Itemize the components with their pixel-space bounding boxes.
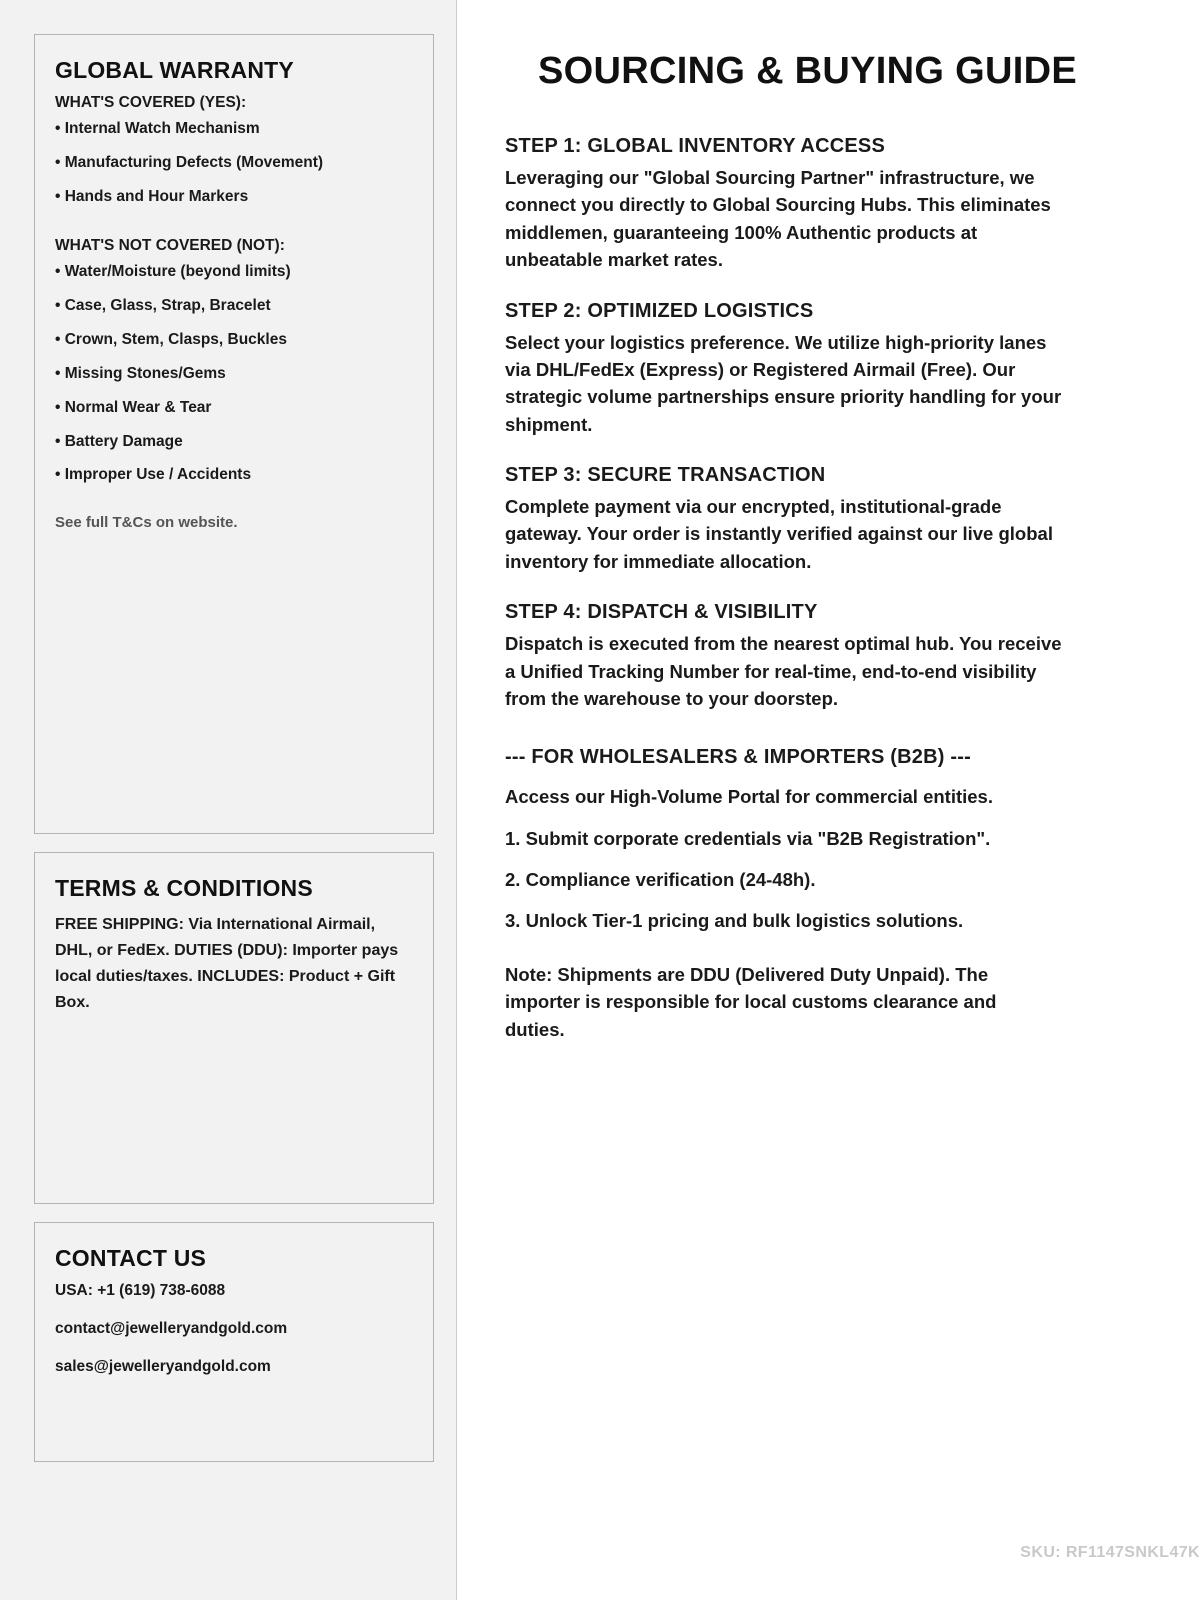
guide-step-heading: STEP 4: DISPATCH & VISIBILITY: [505, 601, 818, 624]
warranty-not-covered-item: • Water/Moisture (beyond limits): [55, 263, 291, 281]
warranty-covered-item: • Hands and Hour Markers: [55, 187, 249, 205]
guide-content: [457, 0, 1200, 1600]
guide-step-heading: STEP 2: OPTIMIZED LOGISTICS: [505, 299, 814, 322]
page-title: SOURCING & BUYING GUIDE: [538, 50, 1077, 92]
guide-step-body: Select your logistics preference. We utilize high-priority lanes via DHL/FedEx (Express) or Registered Airmail (Free). Our strategic volume partnerships ensure priority handling for your shipment.: [505, 331, 1062, 435]
b2b-note: Note: Shipments are DDU (Delivered Duty Unpaid). The importer is responsible for local customs clearance and duties.: [505, 963, 997, 1040]
warranty-covered-heading: WHAT'S COVERED (YES):: [55, 94, 247, 111]
guide-step: [505, 135, 1110, 274]
warranty-not-covered-heading: WHAT'S NOT COVERED (NOT):: [55, 237, 285, 255]
warranty-not-covered-item: • Case, Glass, Strap, Bracelet: [55, 297, 271, 315]
guide-step-body: Complete payment via our encrypted, institutional-grade gateway. Your order is instantly verified against our live global inventory for immediate allocation.: [505, 496, 1053, 572]
left-sidebar: [0, 0, 457, 1600]
warranty-not-covered-item: • Improper Use / Accidents: [55, 466, 252, 484]
warranty-not-covered-item: • Normal Wear & Tear: [55, 398, 212, 416]
guide-step-body: Dispatch is executed from the nearest optimal hub. You receive a Unified Tracking Number for real-time, end-to-end visibility from the warehouse to your doorstep.: [505, 633, 1062, 709]
guide-step: [505, 601, 1110, 712]
b2b-line: 1. Submit corporate credentials via "B2B Registration".: [505, 827, 991, 849]
warranty-title: GLOBAL WARRANTY: [55, 57, 294, 83]
contact-panel: [34, 1222, 434, 1462]
contact-phone[interactable]: USA: +1 (619) 738-6088: [55, 1282, 226, 1299]
warranty-not-covered-item: • Battery Damage: [55, 432, 183, 450]
warranty-covered-item: • Internal Watch Mechanism: [55, 120, 260, 137]
terms-panel: [34, 852, 434, 1204]
b2b-line: 2. Compliance verification (24-48h).: [505, 869, 816, 890]
guide-step-heading: STEP 1: GLOBAL INVENTORY ACCESS: [505, 135, 885, 157]
warranty-covered-item: • Manufacturing Defects (Movement): [55, 153, 324, 171]
warranty-footnote: See full T&Cs on website.: [55, 514, 238, 532]
b2b-line: 3. Unlock Tier-1 pricing and bulk logistics solutions.: [505, 910, 964, 932]
sku-label: SKU: RF1147SNKL47K: [1020, 1544, 1200, 1561]
warranty-not-covered-item: • Missing Stones/Gems: [55, 364, 226, 382]
contact-email-primary[interactable]: contact@jewelleryandgold.com: [55, 1320, 288, 1337]
warranty-panel: [34, 34, 434, 834]
guide-step: [505, 464, 1110, 575]
b2b-line: Access our High-Volume Portal for commercial entities.: [505, 786, 993, 808]
terms-body: FREE SHIPPING: Via International Airmail, DHL, or FedEx. DUTIES (DDU): Importer pays local duties/taxes. INCLUDES: Product + Gift Box.: [55, 916, 399, 1011]
guide-step-heading: STEP 3: SECURE TRANSACTION: [505, 464, 826, 486]
contact-email-sales[interactable]: sales@jewelleryandgold.com: [55, 1358, 271, 1375]
terms-title: TERMS & CONDITIONS: [55, 875, 313, 901]
warranty-not-covered-item: • Crown, Stem, Clasps, Buckles: [55, 331, 287, 349]
b2b-heading: --- FOR WHOLESALERS & IMPORTERS (B2B) ---: [505, 746, 971, 769]
contact-title: CONTACT US: [55, 1245, 207, 1271]
guide-step-body: Leveraging our "Global Sourcing Partner" infrastructure, we connect you directly to Global Sourcing Hubs. This eliminates middlemen, guaranteeing 100% Authentic products at unbeatable market rates.: [505, 167, 1051, 271]
guide-step: [505, 300, 1110, 439]
